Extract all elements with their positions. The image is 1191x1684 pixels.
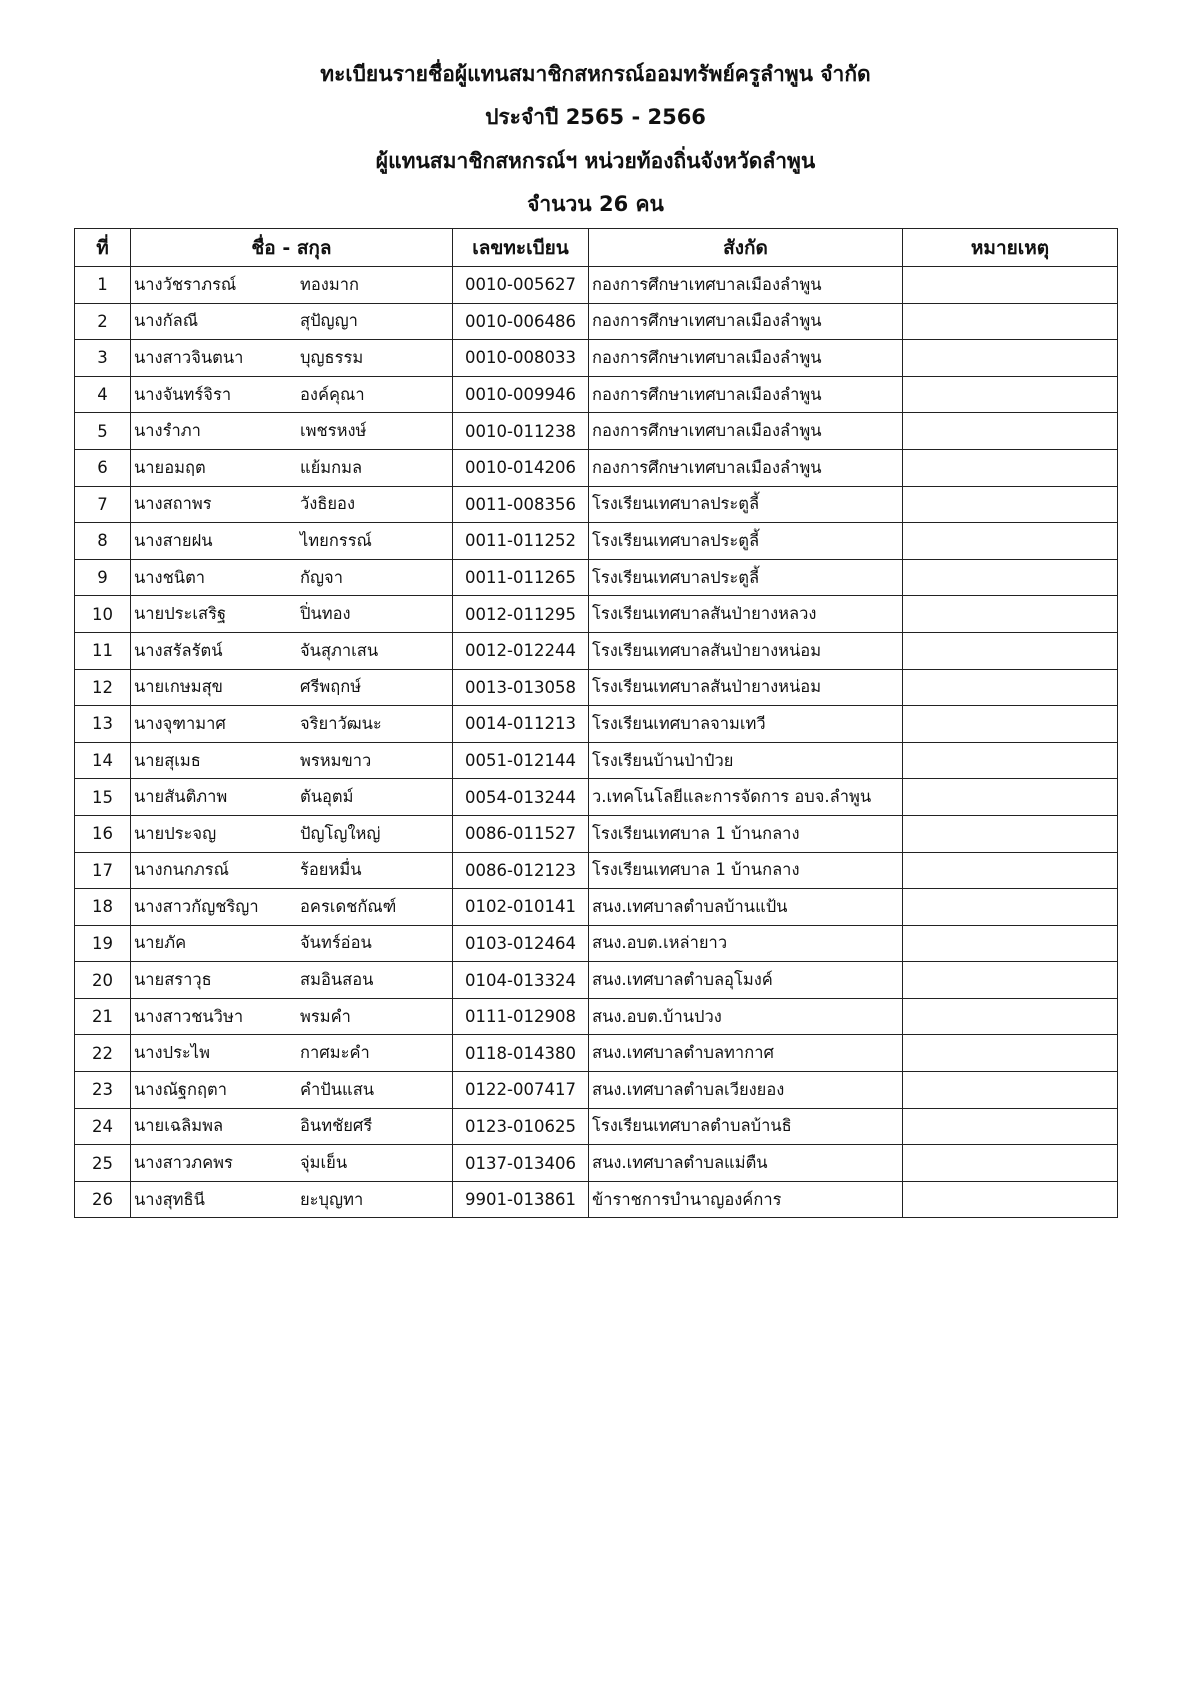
cell-affiliation: สนง.อบต.บ้านปวง <box>589 998 903 1035</box>
last-name: ปิ่นทอง <box>300 604 351 624</box>
cell-no: 18 <box>75 889 131 926</box>
first-name: นางจันทร์จิรา <box>134 384 232 404</box>
last-name: พรมคำ <box>300 1006 351 1026</box>
cell-name <box>131 340 453 377</box>
cell-reg: 0013-013058 <box>453 669 589 706</box>
first-name: นางสาวกัญชริญา <box>134 896 259 916</box>
first-name: นางวัชราภรณ์ <box>134 274 237 294</box>
first-name: นางกนกภรณ์ <box>134 860 229 880</box>
cell-reg: 0051-012144 <box>453 742 589 779</box>
last-name: สมอินสอน <box>300 970 374 990</box>
cell-remark <box>903 962 1118 999</box>
table-row <box>75 1108 1118 1145</box>
cell-name <box>131 669 453 706</box>
cell-no: 17 <box>75 852 131 889</box>
first-name: นางสายฝน <box>134 530 213 550</box>
cell-remark <box>903 742 1118 779</box>
cell-no: 7 <box>75 486 131 523</box>
last-name: กัญจา <box>300 567 343 587</box>
representative-table <box>74 228 1118 1218</box>
cell-name <box>131 925 453 962</box>
cell-affiliation: โรงเรียนเทศบาลสันป่ายางหลวง <box>589 596 903 633</box>
cell-affiliation: ข้าราชการบำนาญองค์การ <box>589 1181 903 1218</box>
cell-no: 13 <box>75 706 131 743</box>
last-name: ศรีพฤกษ์ <box>300 677 362 697</box>
cell-reg: 0010-008033 <box>453 340 589 377</box>
cell-no: 21 <box>75 998 131 1035</box>
cell-remark <box>903 1145 1118 1182</box>
document-year: ประจำปี 2565 - 2566 <box>485 105 706 129</box>
first-name: นางณัฐกฤตา <box>134 1079 227 1099</box>
cell-affiliation: โรงเรียนเทศบาลตำบลบ้านธิ <box>589 1108 903 1145</box>
cell-name <box>131 852 453 889</box>
last-name: ปัญโญใหญ่ <box>300 823 381 843</box>
cell-affiliation: กองการศึกษาเทศบาลเมืองลำพูน <box>589 303 903 340</box>
cell-affiliation: โรงเรียนเทศบาลจามเทวี <box>589 706 903 743</box>
cell-no: 4 <box>75 376 131 413</box>
table-row <box>75 962 1118 999</box>
header-name: ชื่อ - สกุล <box>131 229 453 267</box>
first-name: นายสราวุธ <box>134 970 212 990</box>
cell-name <box>131 998 453 1035</box>
cell-no: 23 <box>75 1072 131 1109</box>
cell-no: 15 <box>75 779 131 816</box>
cell-name <box>131 742 453 779</box>
cell-reg: 0011-011252 <box>453 523 589 560</box>
first-name: นางสาวจินตนา <box>134 347 244 367</box>
last-name: ร้อยหมื่น <box>300 860 362 880</box>
cell-no: 25 <box>75 1145 131 1182</box>
cell-reg: 0011-011265 <box>453 559 589 596</box>
header-reg: เลขทะเบียน <box>453 229 589 267</box>
cell-no: 22 <box>75 1035 131 1072</box>
last-name: ไทยกรรณ์ <box>300 530 372 550</box>
cell-name <box>131 376 453 413</box>
first-name: นางกัลณี <box>134 311 199 331</box>
cell-reg: 0010-009946 <box>453 376 589 413</box>
first-name: นายภัค <box>134 933 187 953</box>
cell-affiliation: โรงเรียนเทศบาลสันป่ายางหน่อม <box>589 669 903 706</box>
cell-reg: 0012-012244 <box>453 632 589 669</box>
cell-no: 2 <box>75 303 131 340</box>
first-name: นายประจญ <box>134 823 217 843</box>
table-row <box>75 632 1118 669</box>
cell-affiliation: โรงเรียนบ้านป่าป๋วย <box>589 742 903 779</box>
table-row <box>75 669 1118 706</box>
cell-no: 14 <box>75 742 131 779</box>
cell-affiliation: กองการศึกษาเทศบาลเมืองลำพูน <box>589 449 903 486</box>
table-row <box>75 815 1118 852</box>
first-name: นายสันติภาพ <box>134 787 228 807</box>
cell-name <box>131 1181 453 1218</box>
first-name: นางสุทธินี <box>134 1189 205 1209</box>
cell-no: 3 <box>75 340 131 377</box>
table-row <box>75 559 1118 596</box>
cell-remark <box>903 925 1118 962</box>
last-name: องค์คุณา <box>300 384 365 404</box>
cell-name <box>131 303 453 340</box>
cell-remark <box>903 632 1118 669</box>
table-body <box>75 267 1118 1218</box>
header-affiliation: สังกัด <box>589 229 903 267</box>
cell-name <box>131 779 453 816</box>
cell-affiliation: กองการศึกษาเทศบาลเมืองลำพูน <box>589 413 903 450</box>
cell-remark <box>903 779 1118 816</box>
first-name: นางชนิตา <box>134 567 206 587</box>
first-name: นางจุฑามาศ <box>134 713 226 733</box>
first-name: นางรำภา <box>134 421 201 441</box>
cell-name <box>131 962 453 999</box>
last-name: คำปันแสน <box>300 1079 375 1099</box>
cell-no: 1 <box>75 267 131 304</box>
cell-remark <box>903 1108 1118 1145</box>
cell-remark <box>903 523 1118 560</box>
table-row <box>75 376 1118 413</box>
last-name: เพชรหงษ์ <box>300 421 367 441</box>
cell-remark <box>903 1035 1118 1072</box>
table-row <box>75 889 1118 926</box>
cell-reg: 0111-012908 <box>453 998 589 1035</box>
cell-remark <box>903 1181 1118 1218</box>
cell-affiliation: สนง.เทศบาลตำบลบ้านแป้น <box>589 889 903 926</box>
cell-name <box>131 559 453 596</box>
table-row <box>75 340 1118 377</box>
cell-reg: 0054-013244 <box>453 779 589 816</box>
cell-name <box>131 413 453 450</box>
cell-no: 9 <box>75 559 131 596</box>
cell-remark <box>903 889 1118 926</box>
cell-affiliation: โรงเรียนเทศบาล 1 บ้านกลาง <box>589 852 903 889</box>
cell-remark <box>903 267 1118 304</box>
last-name: วังธิยอง <box>300 494 356 514</box>
table-row <box>75 779 1118 816</box>
cell-name <box>131 632 453 669</box>
table-row <box>75 1035 1118 1072</box>
cell-affiliation: โรงเรียนเทศบาลสันป่ายางหน่อม <box>589 632 903 669</box>
cell-affiliation: กองการศึกษาเทศบาลเมืองลำพูน <box>589 267 903 304</box>
cell-remark <box>903 449 1118 486</box>
table-row <box>75 486 1118 523</box>
cell-affiliation: สนง.เทศบาลตำบลแม่ตืน <box>589 1145 903 1182</box>
cell-remark <box>903 340 1118 377</box>
cell-reg: 0122-007417 <box>453 1072 589 1109</box>
table-row <box>75 925 1118 962</box>
cell-no: 5 <box>75 413 131 450</box>
table-row <box>75 303 1118 340</box>
cell-name <box>131 1072 453 1109</box>
first-name: นางประไพ <box>134 1043 210 1063</box>
cell-remark <box>903 486 1118 523</box>
header-no: ที่ <box>75 229 131 267</box>
cell-reg: 0103-012464 <box>453 925 589 962</box>
first-name: นายสุเมธ <box>134 750 201 770</box>
cell-remark <box>903 596 1118 633</box>
cell-affiliation: สนง.เทศบาลตำบลอุโมงค์ <box>589 962 903 999</box>
cell-name <box>131 1108 453 1145</box>
cell-remark <box>903 998 1118 1035</box>
last-name: อินทชัยศรี <box>300 1116 373 1136</box>
cell-no: 6 <box>75 449 131 486</box>
cell-reg: 0012-011295 <box>453 596 589 633</box>
cell-name <box>131 486 453 523</box>
first-name: นายเฉลิมพล <box>134 1116 224 1136</box>
cell-reg: 0014-011213 <box>453 706 589 743</box>
first-name: นายเกษมสุข <box>134 677 223 697</box>
last-name: ทองมาก <box>300 274 359 294</box>
cell-reg: 0102-010141 <box>453 889 589 926</box>
last-name: จันทร์อ่อน <box>300 933 372 953</box>
cell-affiliation: โรงเรียนเทศบาลประตูลี้ <box>589 523 903 560</box>
first-name: นางสถาพร <box>134 494 212 514</box>
table-row <box>75 852 1118 889</box>
cell-remark <box>903 706 1118 743</box>
table-row <box>75 523 1118 560</box>
table-row <box>75 267 1118 304</box>
cell-affiliation: โรงเรียนเทศบาลประตูลี้ <box>589 559 903 596</box>
cell-reg: 0011-008356 <box>453 486 589 523</box>
last-name: อครเดชกัณฑ์ <box>300 896 397 916</box>
cell-name <box>131 267 453 304</box>
first-name: นางสาวภคพร <box>134 1153 233 1173</box>
last-name: จุ่มเย็น <box>300 1153 348 1173</box>
table-row <box>75 742 1118 779</box>
cell-reg: 0010-005627 <box>453 267 589 304</box>
first-name: นางสรัลรัตน์ <box>134 640 223 660</box>
cell-affiliation: สนง.เทศบาลตำบลเวียงยอง <box>589 1072 903 1109</box>
document-subtitle: ผู้แทนสมาชิกสหกรณ์ฯ หน่วยท้องถิ่นจังหวัดลำพูน <box>375 149 816 173</box>
cell-remark <box>903 376 1118 413</box>
last-name: ตันอุตม์ <box>300 787 354 807</box>
cell-name <box>131 449 453 486</box>
table-row <box>75 449 1118 486</box>
header-remark: หมายเหตุ <box>903 229 1118 267</box>
cell-reg: 9901-013861 <box>453 1181 589 1218</box>
cell-name <box>131 815 453 852</box>
cell-affiliation: สนง.อบต.เหล่ายาว <box>589 925 903 962</box>
cell-remark <box>903 559 1118 596</box>
first-name: นางสาวชนวิษา <box>134 1006 244 1026</box>
cell-name <box>131 706 453 743</box>
table-row <box>75 1072 1118 1109</box>
last-name: แย้มกมล <box>300 457 363 477</box>
cell-affiliation: กองการศึกษาเทศบาลเมืองลำพูน <box>589 340 903 377</box>
last-name: ยะบุญทา <box>300 1189 364 1209</box>
cell-affiliation: สนง.เทศบาลตำบลทากาศ <box>589 1035 903 1072</box>
cell-no: 10 <box>75 596 131 633</box>
last-name: สุปัญญา <box>300 311 358 331</box>
cell-name <box>131 1035 453 1072</box>
first-name: นายประเสริฐ <box>134 604 227 624</box>
cell-remark <box>903 303 1118 340</box>
cell-reg: 0086-012123 <box>453 852 589 889</box>
member-count: จำนวน 26 คน <box>527 192 664 216</box>
table-row <box>75 1145 1118 1182</box>
cell-no: 12 <box>75 669 131 706</box>
cell-affiliation: กองการศึกษาเทศบาลเมืองลำพูน <box>589 376 903 413</box>
table-row <box>75 596 1118 633</box>
cell-affiliation: ว.เทคโนโลยีและการจัดการ อบจ.ลำพูน <box>589 779 903 816</box>
table-row <box>75 706 1118 743</box>
table-row <box>75 1181 1118 1218</box>
last-name: กาศมะคำ <box>300 1043 370 1063</box>
cell-reg: 0010-006486 <box>453 303 589 340</box>
cell-reg: 0137-013406 <box>453 1145 589 1182</box>
last-name: จริยาวัฒนะ <box>300 713 382 733</box>
cell-no: 11 <box>75 632 131 669</box>
first-name: นายอมฤต <box>134 457 206 477</box>
cell-remark <box>903 669 1118 706</box>
cell-no: 26 <box>75 1181 131 1218</box>
cell-remark <box>903 413 1118 450</box>
cell-reg: 0086-011527 <box>453 815 589 852</box>
table-header-row <box>75 229 1118 267</box>
last-name: พรหมขาว <box>300 750 372 770</box>
cell-name <box>131 596 453 633</box>
cell-reg: 0104-013324 <box>453 962 589 999</box>
cell-no: 20 <box>75 962 131 999</box>
cell-remark <box>903 1072 1118 1109</box>
table-row <box>75 998 1118 1035</box>
cell-affiliation: โรงเรียนเทศบาล 1 บ้านกลาง <box>589 815 903 852</box>
last-name: บุญธรรม <box>300 347 364 367</box>
table-row <box>75 413 1118 450</box>
cell-name <box>131 1145 453 1182</box>
cell-remark <box>903 815 1118 852</box>
cell-reg: 0010-014206 <box>453 449 589 486</box>
cell-remark <box>903 852 1118 889</box>
cell-reg: 0123-010625 <box>453 1108 589 1145</box>
cell-no: 16 <box>75 815 131 852</box>
cell-reg: 0010-011238 <box>453 413 589 450</box>
cell-no: 19 <box>75 925 131 962</box>
cell-name <box>131 523 453 560</box>
cell-no: 8 <box>75 523 131 560</box>
cell-reg: 0118-014380 <box>453 1035 589 1072</box>
cell-name <box>131 889 453 926</box>
last-name: จันสุภาเสน <box>300 640 379 660</box>
cell-no: 24 <box>75 1108 131 1145</box>
cell-affiliation: โรงเรียนเทศบาลประตูลี้ <box>589 486 903 523</box>
document-title: ทะเบียนรายชื่อผู้แทนสมาชิกสหกรณ์ออมทรัพย์ครูลำพูน จำกัด <box>320 62 871 86</box>
